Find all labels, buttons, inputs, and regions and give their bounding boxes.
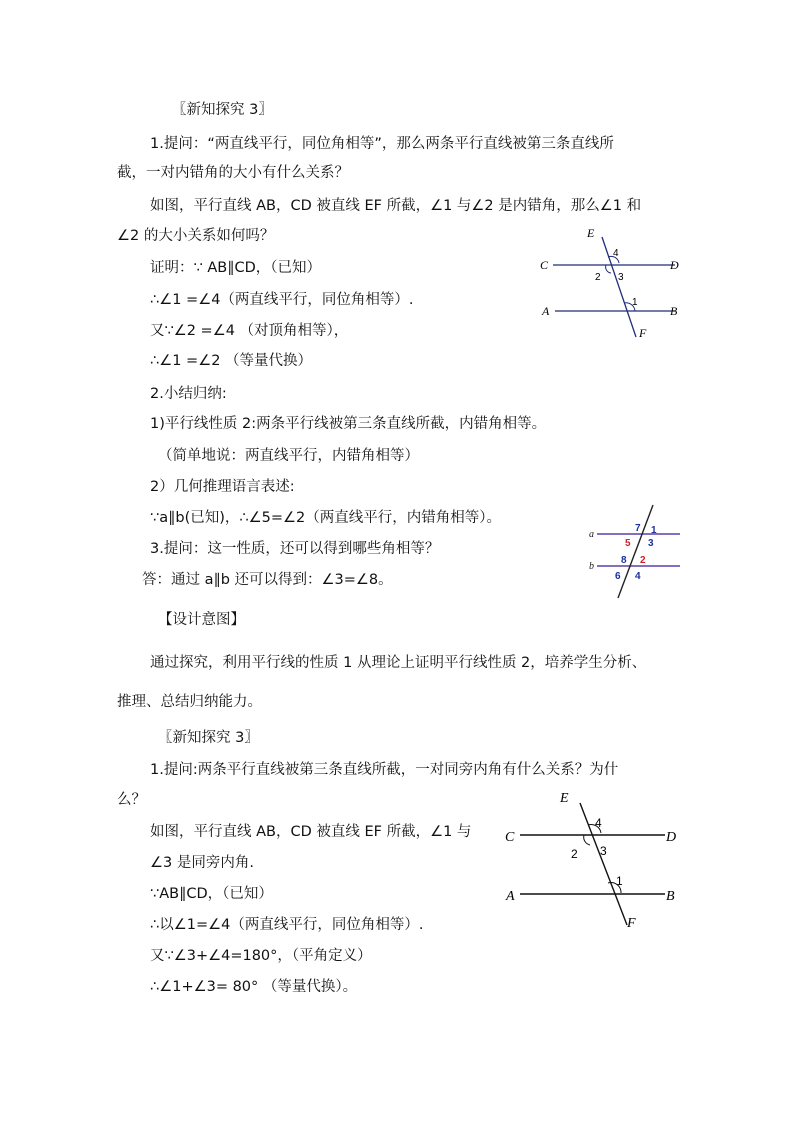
angle-3: 3 bbox=[600, 844, 607, 858]
angle-2: 2 bbox=[571, 847, 578, 861]
section1-proof-line4: ∴∠1 =∠2 （等量代换） bbox=[150, 353, 313, 369]
line-ef bbox=[580, 803, 627, 925]
angle-2: 2 bbox=[640, 555, 646, 566]
label-c: C bbox=[505, 830, 515, 845]
section2-proof-line4: ∴∠1+∠3= 80° （等量代换）。 bbox=[150, 979, 358, 995]
angle-5: 5 bbox=[625, 538, 631, 549]
section2-proof-line3: 又∵∠3+∠4=180°，（平角定义） bbox=[150, 948, 372, 964]
section1-proof-line1: 证明：∵ AB∥CD，（已知） bbox=[150, 260, 321, 276]
label-b: B bbox=[666, 889, 675, 904]
summary-title: 2.小结归纳: bbox=[150, 386, 227, 402]
section1-question-line1: 1.提问：“两直线平行，同位角相等”，那么两条平行直线被第三条直线所 bbox=[150, 136, 614, 152]
angle-8: 8 bbox=[621, 555, 627, 566]
design-heading: 【设计意图】 bbox=[158, 612, 245, 628]
label-e: E bbox=[560, 791, 569, 806]
simple-statement: （简单地说：两直线平行，内错角相等） bbox=[158, 448, 419, 464]
section2-question-line2: 么？ bbox=[117, 792, 146, 808]
label-c: C bbox=[540, 258, 549, 272]
section1-heading: 〖新知探究 3〗 bbox=[172, 102, 273, 118]
angle-6: 6 bbox=[615, 571, 621, 582]
label-b: B bbox=[670, 304, 678, 318]
figure2-angles-diagram bbox=[585, 500, 695, 600]
angle-4: 4 bbox=[635, 571, 641, 582]
label-a: A bbox=[506, 889, 515, 904]
section1-intro-line2: ∠2 的大小关系如何吗？ bbox=[117, 228, 275, 244]
section1-intro-line1: 如图，平行直线 AB，CD 被直线 EF 所截，∠1 与∠2 是内错角，那么∠1 和 bbox=[150, 198, 642, 214]
angle-1: 1 bbox=[632, 297, 638, 308]
angle-arc-2 bbox=[584, 835, 590, 845]
label-d: D bbox=[666, 830, 677, 845]
section1-question3: 3.提问：这一性质，还可以得到哪些角相等？ bbox=[150, 541, 440, 557]
section2-proof-line2: ∴以∠1=∠4（两直线平行，同位角相等）. bbox=[150, 917, 424, 933]
angle-2: 2 bbox=[595, 272, 601, 283]
section2-proof-line1: ∵AB∥CD，（已知） bbox=[150, 886, 273, 902]
label-e: E bbox=[587, 226, 595, 240]
section2-heading: 〖新知探究 3〗 bbox=[158, 730, 259, 746]
angle-1: 1 bbox=[616, 874, 623, 888]
section1-question-line2: 截，一对内错角的大小有什么关系？ bbox=[117, 165, 349, 181]
label-f: F bbox=[639, 326, 647, 340]
section1-answer: 答：通过 a∥b 还可以得到：∠3=∠8。 bbox=[142, 572, 393, 588]
figure3-parallel-lines-diagram bbox=[500, 785, 700, 935]
label-f: F bbox=[627, 916, 636, 931]
transversal bbox=[618, 505, 653, 598]
design-line1: 通过探究，利用平行线的性质 1 从理论上证明平行线性质 2，培养学生分析、 bbox=[150, 655, 647, 671]
geometry-title: 2）几何推理语言表述: bbox=[150, 479, 295, 495]
section2-question-line1: 1.提问:两条平行直线被第三条直线所截，一对同旁内角有什么关系？为什 bbox=[150, 762, 619, 778]
section1-proof-line3: 又∵∠2 =∠4 （对顶角相等）， bbox=[150, 323, 349, 339]
label-a: a bbox=[589, 529, 594, 540]
label-d: D bbox=[670, 258, 679, 272]
section1-proof-line2: ∴∠1 =∠4（两直线平行，同位角相等）. bbox=[150, 292, 414, 308]
geometry-statement: ∵a∥b(已知)，∴∠5=∠2（两直线平行，内错角相等）。 bbox=[150, 510, 501, 526]
label-a: A bbox=[542, 304, 550, 318]
angle-3: 3 bbox=[618, 272, 624, 283]
angle-1: 1 bbox=[651, 525, 657, 536]
design-line2: 推理、总结归纳能力。 bbox=[117, 694, 262, 710]
section2-intro-line2: ∠3 是同旁内角. bbox=[150, 855, 254, 871]
label-b: b bbox=[589, 561, 594, 572]
line-ef bbox=[602, 237, 636, 337]
angle-4: 4 bbox=[613, 248, 619, 259]
property-statement: 1)平行线性质 2:两条平行线被第三条直线所截，内错角相等。 bbox=[150, 416, 547, 432]
figure1-parallel-lines-diagram bbox=[535, 225, 695, 345]
angle-3: 3 bbox=[648, 538, 654, 549]
angle-4: 4 bbox=[595, 816, 602, 830]
section2-intro-line1: 如图，平行直线 AB，CD 被直线 EF 所截，∠1 与 bbox=[150, 824, 472, 840]
angle-7: 7 bbox=[635, 523, 641, 534]
angle-arc-2 bbox=[606, 265, 611, 273]
